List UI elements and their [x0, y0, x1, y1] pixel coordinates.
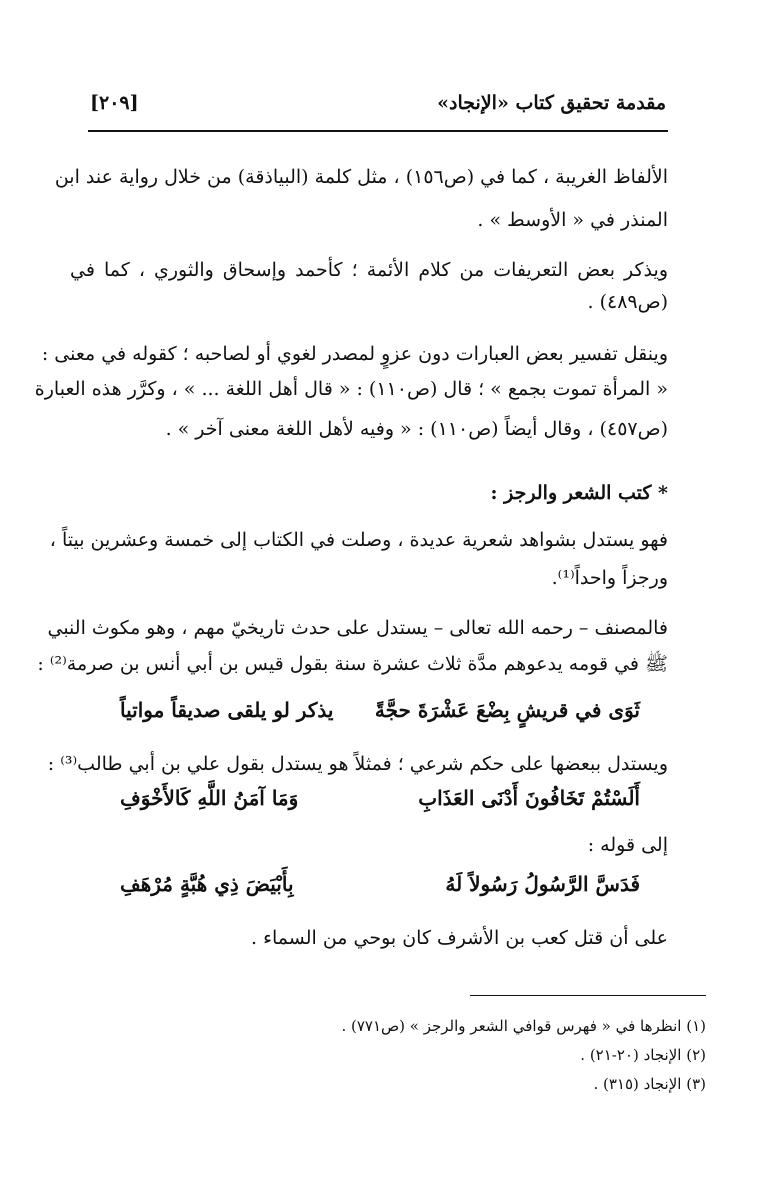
footnote-separator [470, 995, 706, 996]
body-line: ﷺ في قومه يدعوهم مدَّة ثلاث عشرة سنة بقول قيس بن أبي أنس بن صرمة⁽²⁾ : [37, 653, 668, 675]
header-title: مقدمة تحقيق كتاب «الإنجاد» [437, 92, 666, 114]
verse-first-hemistich: فَدَسَّ الرَّسُولُ رَسُولاً لَهُ [445, 872, 640, 896]
verse-second-hemistich: وَمَا آمَنُ اللَّهِ كَالأَخْوَفِ [120, 786, 299, 810]
body-line: (ص٤٥٧) ، وقال أيضاً (ص١١٠) : « وفيه لأهل اللغة معنى آخر » . [165, 418, 668, 440]
poetry-verse [120, 688, 640, 732]
verse-second-hemistich: يذكر لو يلقى صديقاً مواتياً [120, 698, 334, 722]
section-heading: * كتب الشعر والرجز : [490, 482, 668, 504]
body-line: وينقل تفسير بعض العبارات دون عزوٍ لمصدر لغوي أو لصاحبه ؛ كقوله في معنى : [41, 343, 668, 365]
verse-second-hemistich: بِأَبْيَضَ ذِي هُبَّةٍ مُرْهَفِ [120, 872, 294, 896]
page-number: [٢٠٩] [90, 92, 139, 114]
body-line: المنذر في « الأوسط » . [477, 209, 668, 231]
running-header [90, 86, 666, 120]
body-line: ورجزاً واحداً⁽¹⁾. [551, 567, 668, 589]
body-line: الألفاظ الغريبة ، كما في (ص١٥٦) ، مثل كلمة (البياذقة) من خلال رواية عند ابن [54, 166, 668, 188]
verse-first-hemistich: أَلَسْتُمْ تَخَافُونَ أَدْنَى العَذَابِ [418, 786, 640, 810]
body-line: « المرأة تموت بجمع » ؛ قال (ص١١٠) : « قال أهل اللغة ... » ، وكرَّر هذه العبارة [34, 378, 668, 400]
body-line: فهو يستدل بشواهد شعرية عديدة ، وصلت في الكتاب إلى خمسة وعشرين بيتاً ، [49, 529, 668, 551]
body-line: على أن قتل كعب بن الأشرف كان بوحي من السماء . [250, 927, 668, 949]
body-line: ويستدل ببعضها على حكم شرعي ؛ فمثلاً هو يستدل بقول علي بن أبي طالب⁽³⁾ : [47, 753, 668, 775]
body-line: فالمصنف – رحمه الله تعالى – يستدل على حدث تاريخيّ مهم ، وهو مكوث النبي [47, 617, 668, 639]
poetry-verse [120, 776, 640, 820]
footnote: (٣) الإنجاد (٣١٥) . [593, 1075, 706, 1093]
header-rule [88, 130, 668, 132]
body-line: (ص٤٨٩) . [587, 291, 668, 313]
poetry-verse [120, 862, 640, 906]
verse-first-hemistich: ثَوَى في قريشٍ بِضْعَ عَشْرَةَ حجَّةً [374, 698, 640, 722]
footnote: (٢) الإنجاد (٢٠-٢١) . [580, 1046, 706, 1064]
body-line: إلى قوله : [587, 834, 668, 856]
footnote: (١) انظرها في « فهرس قوافي الشعر والرجز » (ص٧٧١) . [341, 1017, 706, 1035]
body-line: ويذكر بعض التعريفات من كلام الأئمة ؛ كأحمد وإسحاق والثوري ، كما في [70, 259, 668, 281]
